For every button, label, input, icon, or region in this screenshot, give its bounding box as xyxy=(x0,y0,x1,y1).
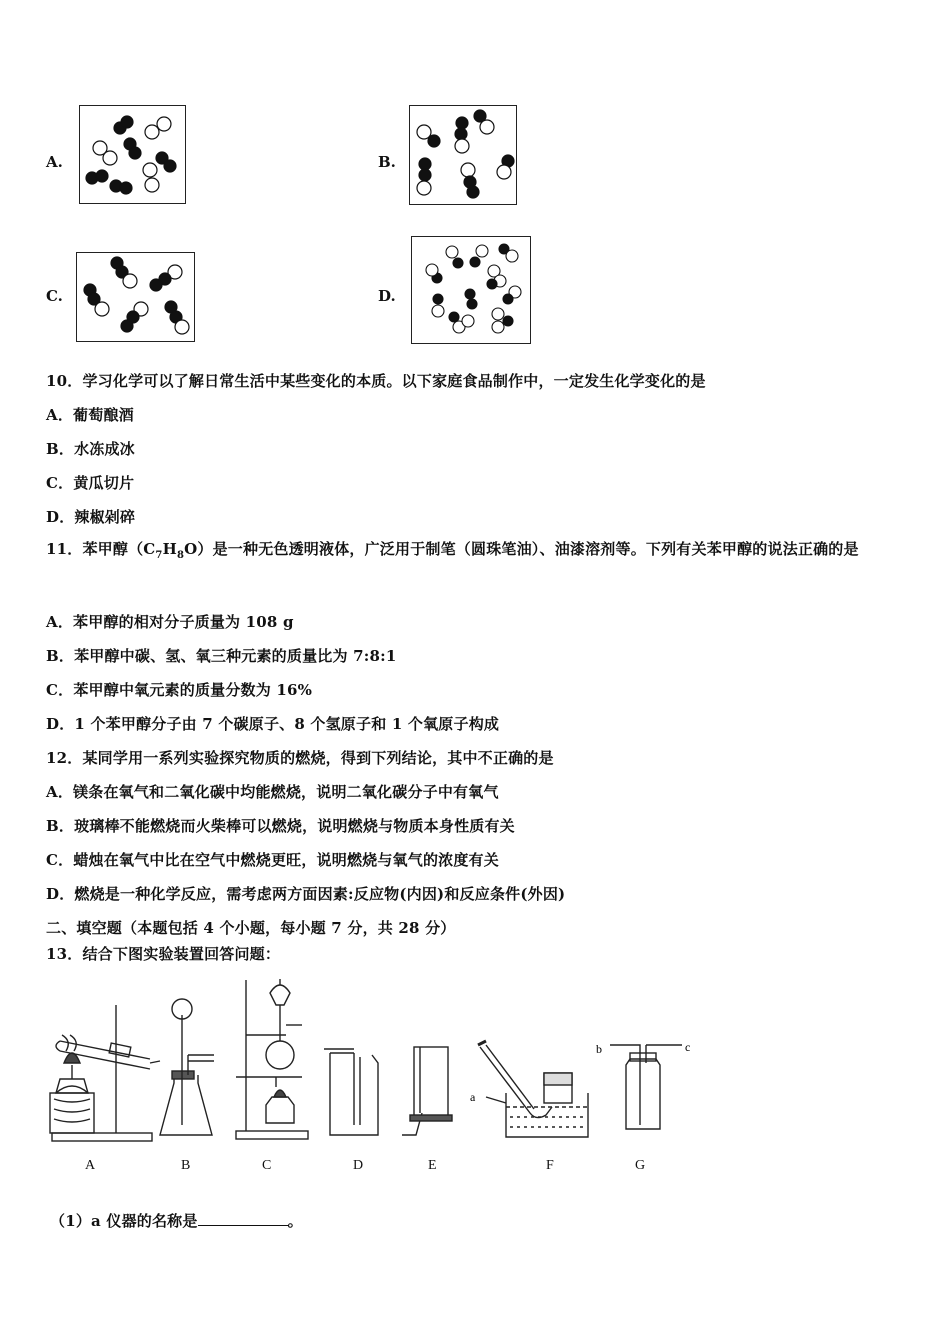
q11-stem xyxy=(46,530,908,575)
apparatus-d xyxy=(324,1049,378,1135)
q10-option-c: C．黄瓜切片 xyxy=(46,474,135,492)
apparatus-b xyxy=(160,999,214,1135)
option-a-label: A. xyxy=(46,153,63,171)
particle-diagram-b xyxy=(409,105,517,205)
apparatus-label-a: A xyxy=(85,1158,96,1173)
particle-diagram-d xyxy=(411,236,531,344)
section-2-heading: 二、填空题（本题包括 4 个小题，每小题 7 分，共 28 分） xyxy=(46,919,456,937)
q13-sub1 xyxy=(50,1210,303,1231)
q11-sub-7: 7 xyxy=(155,550,163,561)
q12-option-d: D．燃烧是一种化学反应，需考虑两方面因素:反应物(内因)和反应条件(外因) xyxy=(46,885,566,903)
particle-diagram-a xyxy=(79,105,186,204)
q11-option-a: A．苯甲醇的相对分子质量为 108 g xyxy=(46,613,294,631)
q10-stem: 10．学习化学可以了解日常生活中某些变化的本质。以下家庭食品制作中，一定发生化学变化的是 xyxy=(46,372,706,390)
particle-diagram-b-svg xyxy=(410,106,516,204)
apparatus-label-b: B xyxy=(181,1158,191,1173)
q13-sub1-suffix: 。 xyxy=(287,1212,303,1230)
mark-b: b xyxy=(596,1042,602,1056)
q13-stem: 13．结合下图实验装置回答问题： xyxy=(46,945,281,963)
apparatus-label-d: D xyxy=(353,1158,364,1173)
q11-stem-suffix: O）是一种无色透明液体，广泛用于制笔（圆珠笔油）、油漆溶剂等。下列有关苯甲醇的说法正确的是 xyxy=(184,540,859,558)
q11-sub-8: 8 xyxy=(176,550,185,561)
particle-diagram-d-svg xyxy=(412,237,530,343)
option-d-label: D. xyxy=(378,287,396,305)
apparatus-label-g: G xyxy=(635,1158,646,1173)
apparatus-a xyxy=(50,1005,160,1141)
q12-option-b: B．玻璃棒不能燃烧而火柴棒可以燃烧，说明燃烧与物质本身性质有关 xyxy=(46,817,515,835)
q11-stem-h: H xyxy=(162,540,177,558)
apparatus-g xyxy=(610,1045,682,1129)
apparatus-f xyxy=(478,1041,588,1137)
q12-option-c: C．蜡烛在氧气中比在空气中燃烧更旺，说明燃烧与氧气的浓度有关 xyxy=(46,851,499,869)
particle-diagram-a-svg xyxy=(80,106,185,203)
apparatus-figure xyxy=(40,975,720,1155)
q12-stem: 12．某同学用一系列实验探究物质的燃烧，得到下列结论，其中不正确的是 xyxy=(46,749,554,767)
option-c-label: C. xyxy=(46,287,63,305)
q12-option-a: A．镁条在氧气和二氧化碳中均能燃烧，说明二氧化碳分子中有氧气 xyxy=(46,783,499,801)
q11-option-c: C．苯甲醇中氧元素的质量分数为 16% xyxy=(46,681,313,699)
particle-diagram-c xyxy=(76,252,195,342)
q11-stem-prefix: 11．苯甲醇（C xyxy=(46,540,156,558)
apparatus-e xyxy=(402,1047,452,1135)
mark-c: c xyxy=(685,1040,691,1054)
q10-option-b: B．水冻成冰 xyxy=(46,440,135,458)
apparatus-label-f: F xyxy=(546,1158,554,1173)
q11-option-b: B．苯甲醇中碳、氢、氧三种元素的质量比为 7:8:1 xyxy=(46,647,397,665)
answer-blank[interactable] xyxy=(198,1211,288,1226)
apparatus-label-e: E xyxy=(428,1158,437,1173)
q10-option-d: D．辣椒剁碎 xyxy=(46,508,136,526)
apparatus-c xyxy=(236,979,308,1139)
apparatus-label-c: C xyxy=(262,1158,272,1173)
q11-option-d: D．1 个苯甲醇分子由 7 个碳原子、8 个氢原子和 1 个氧原子构成 xyxy=(46,715,500,733)
option-b-label: B. xyxy=(378,153,396,171)
mark-a: a xyxy=(470,1090,476,1104)
particle-diagram-c-svg xyxy=(77,253,194,341)
q13-sub1-prefix: （1）a 仪器的名称是 xyxy=(50,1212,198,1230)
q10-option-a: A．葡萄酿酒 xyxy=(46,406,134,424)
